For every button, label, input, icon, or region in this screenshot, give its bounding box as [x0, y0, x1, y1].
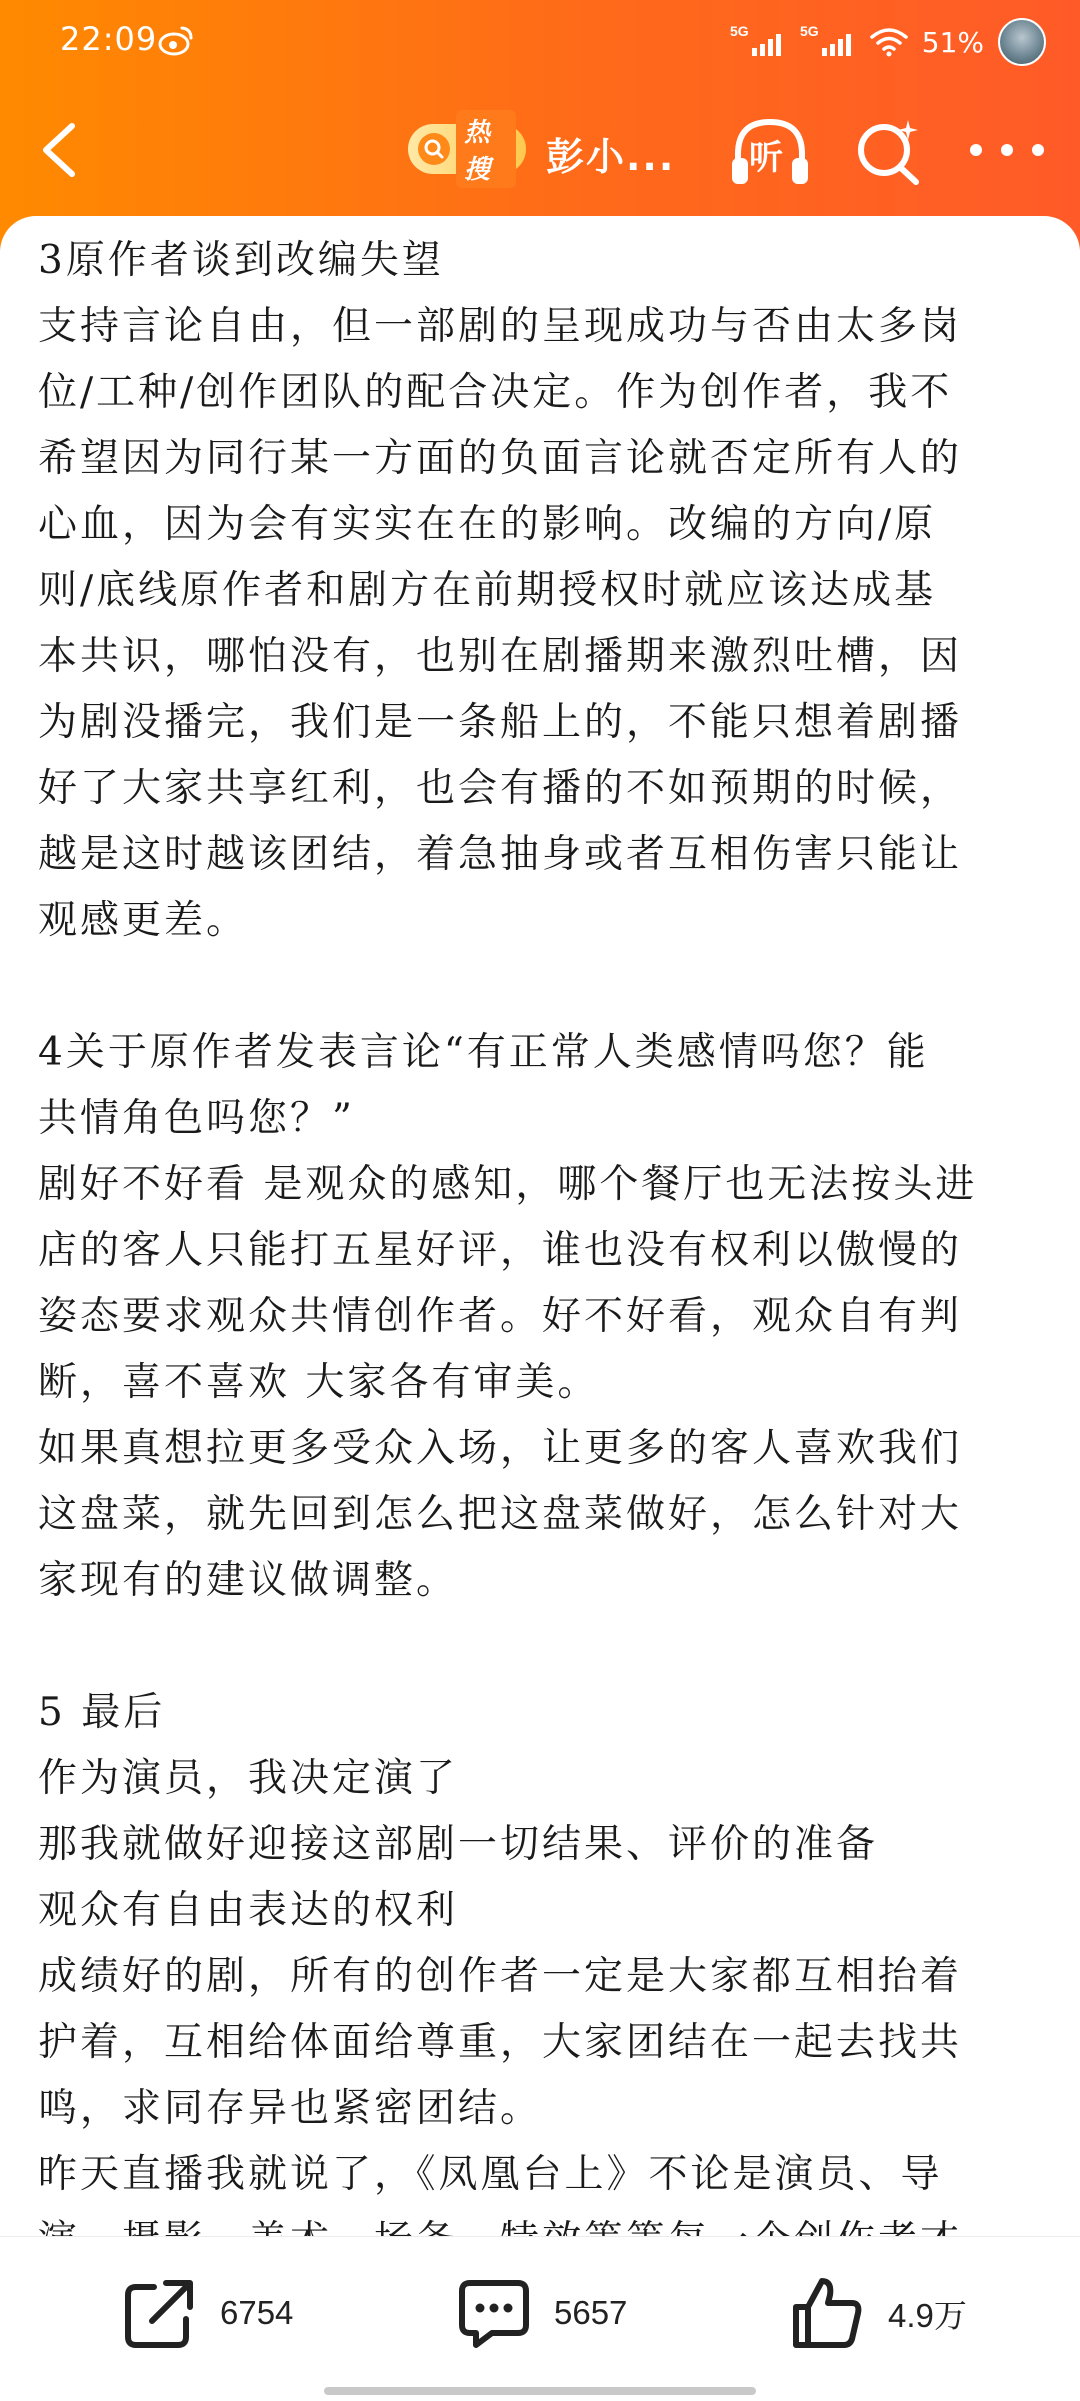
weibo-icon: [158, 24, 194, 56]
article-line: 断，喜不喜欢 大家各有审美。: [38, 1360, 600, 1405]
comment-icon: [456, 2275, 532, 2351]
article-line: 越是这时越该团结，着急抽身或者互相伤害只能让: [38, 832, 963, 877]
article-line: 家现有的建议做调整。: [38, 1558, 459, 1603]
article-line: 观感更差。: [38, 898, 249, 943]
thumbs-up-icon: [790, 2275, 866, 2351]
article-line: 5 最后: [38, 1690, 166, 1735]
top-header: [0, 0, 1080, 250]
like-button[interactable]: [790, 2273, 967, 2353]
share-icon: [122, 2275, 198, 2351]
article-line: 那我就做好迎接这部剧一切结果、评价的准备: [38, 1822, 879, 1867]
article-line: 店的客人只能打五星好评，谁也没有权利以傲慢的: [38, 1228, 963, 1273]
article-line: 这盘菜，就先回到怎么把这盘菜做好，怎么针对大: [38, 1492, 963, 1537]
article-content[interactable]: [0, 216, 1080, 2236]
status-indicators: [730, 16, 1046, 68]
svg-text:5G: 5G: [799, 23, 819, 39]
article-body: [38, 228, 1048, 2274]
like-count: 4.9万: [888, 2296, 967, 2334]
article-line: 如果真想拉更多受众入场，让更多的客人喜欢我们: [38, 1426, 963, 1471]
hot-search-label: 热搜: [456, 110, 516, 188]
article-line: 姿态要求观众共情创作者。好不好看，观众自有判: [38, 1294, 963, 1339]
more-icon[interactable]: [962, 132, 1052, 168]
ai-search-icon[interactable]: [852, 116, 924, 188]
avatar: [998, 18, 1046, 66]
back-arrow-icon[interactable]: [32, 118, 92, 182]
search-icon: [416, 131, 452, 167]
article-line: 4关于原作者发表言论“有正常人类感情吗您？能: [38, 1030, 929, 1075]
status-bar: [0, 0, 1080, 84]
article-line: 作为演员，我决定演了: [38, 1756, 459, 1801]
article-line: 鸣，求同存异也紧密团结。: [38, 2086, 543, 2131]
home-indicator[interactable]: [324, 2387, 756, 2395]
article-line: 支持言论自由，但一部剧的呈现成功与否由太多岗: [38, 304, 963, 349]
signal-icon-2: [800, 22, 856, 62]
article-line: 护着，互相给体面给尊重，大家团结在一起去找共: [38, 2020, 963, 2065]
article-line: 共情角色吗您？”: [38, 1096, 355, 1141]
share-count: 6754: [220, 2294, 294, 2331]
article-line: 本共识，哪怕没有，也别在剧播期来激烈吐槽，因: [38, 634, 963, 679]
article-line: 成绩好的剧，所有的创作者一定是大家都互相抬着: [38, 1954, 963, 1999]
status-time: 22:09: [60, 20, 158, 58]
comment-count: 5657: [554, 2294, 628, 2331]
paragraph-gap: [38, 1614, 1048, 1680]
share-button[interactable]: [122, 2273, 293, 2353]
listen-label: 听: [749, 138, 783, 178]
article-line: 好了大家共享红利，也会有播的不如预期的时候，: [38, 766, 963, 811]
hot-search-badge[interactable]: [408, 118, 526, 185]
article-line: 昨天直播我就说了，《凤凰台上》不论是演员、导: [38, 2152, 943, 2197]
article-line: 位/工种/创作团队的配合决定。作为创作者，我不: [38, 370, 953, 415]
signal-icon-1: [730, 22, 786, 62]
wifi-icon: [870, 27, 908, 57]
battery-percent: 51%: [921, 25, 984, 59]
article-line: 心血，因为会有实实在在的影响。改编的方向/原: [38, 502, 937, 547]
comment-button[interactable]: [456, 2273, 627, 2353]
article-line: 则/底线原作者和剧方在前期授权时就应该达成基: [38, 568, 937, 613]
nav-bar: [0, 100, 1080, 200]
article-line: 观众有自由表达的权利: [38, 1888, 459, 1933]
article-line: 3原作者谈到改编失望: [38, 238, 444, 283]
article-line: 为剧没播完，我们是一条船上的，不能只想着剧播: [38, 700, 963, 745]
article-line: 希望因为同行某一方面的负面言论就否定所有人的: [38, 436, 963, 481]
article-line: 剧好不好看 是观众的感知，哪个餐厅也无法按头进: [38, 1162, 978, 1207]
paragraph-gap: [38, 954, 1048, 1020]
bottom-action-bar: [0, 2236, 1080, 2401]
svg-text:5G: 5G: [729, 23, 749, 39]
page-title: 彭小...: [546, 135, 676, 179]
